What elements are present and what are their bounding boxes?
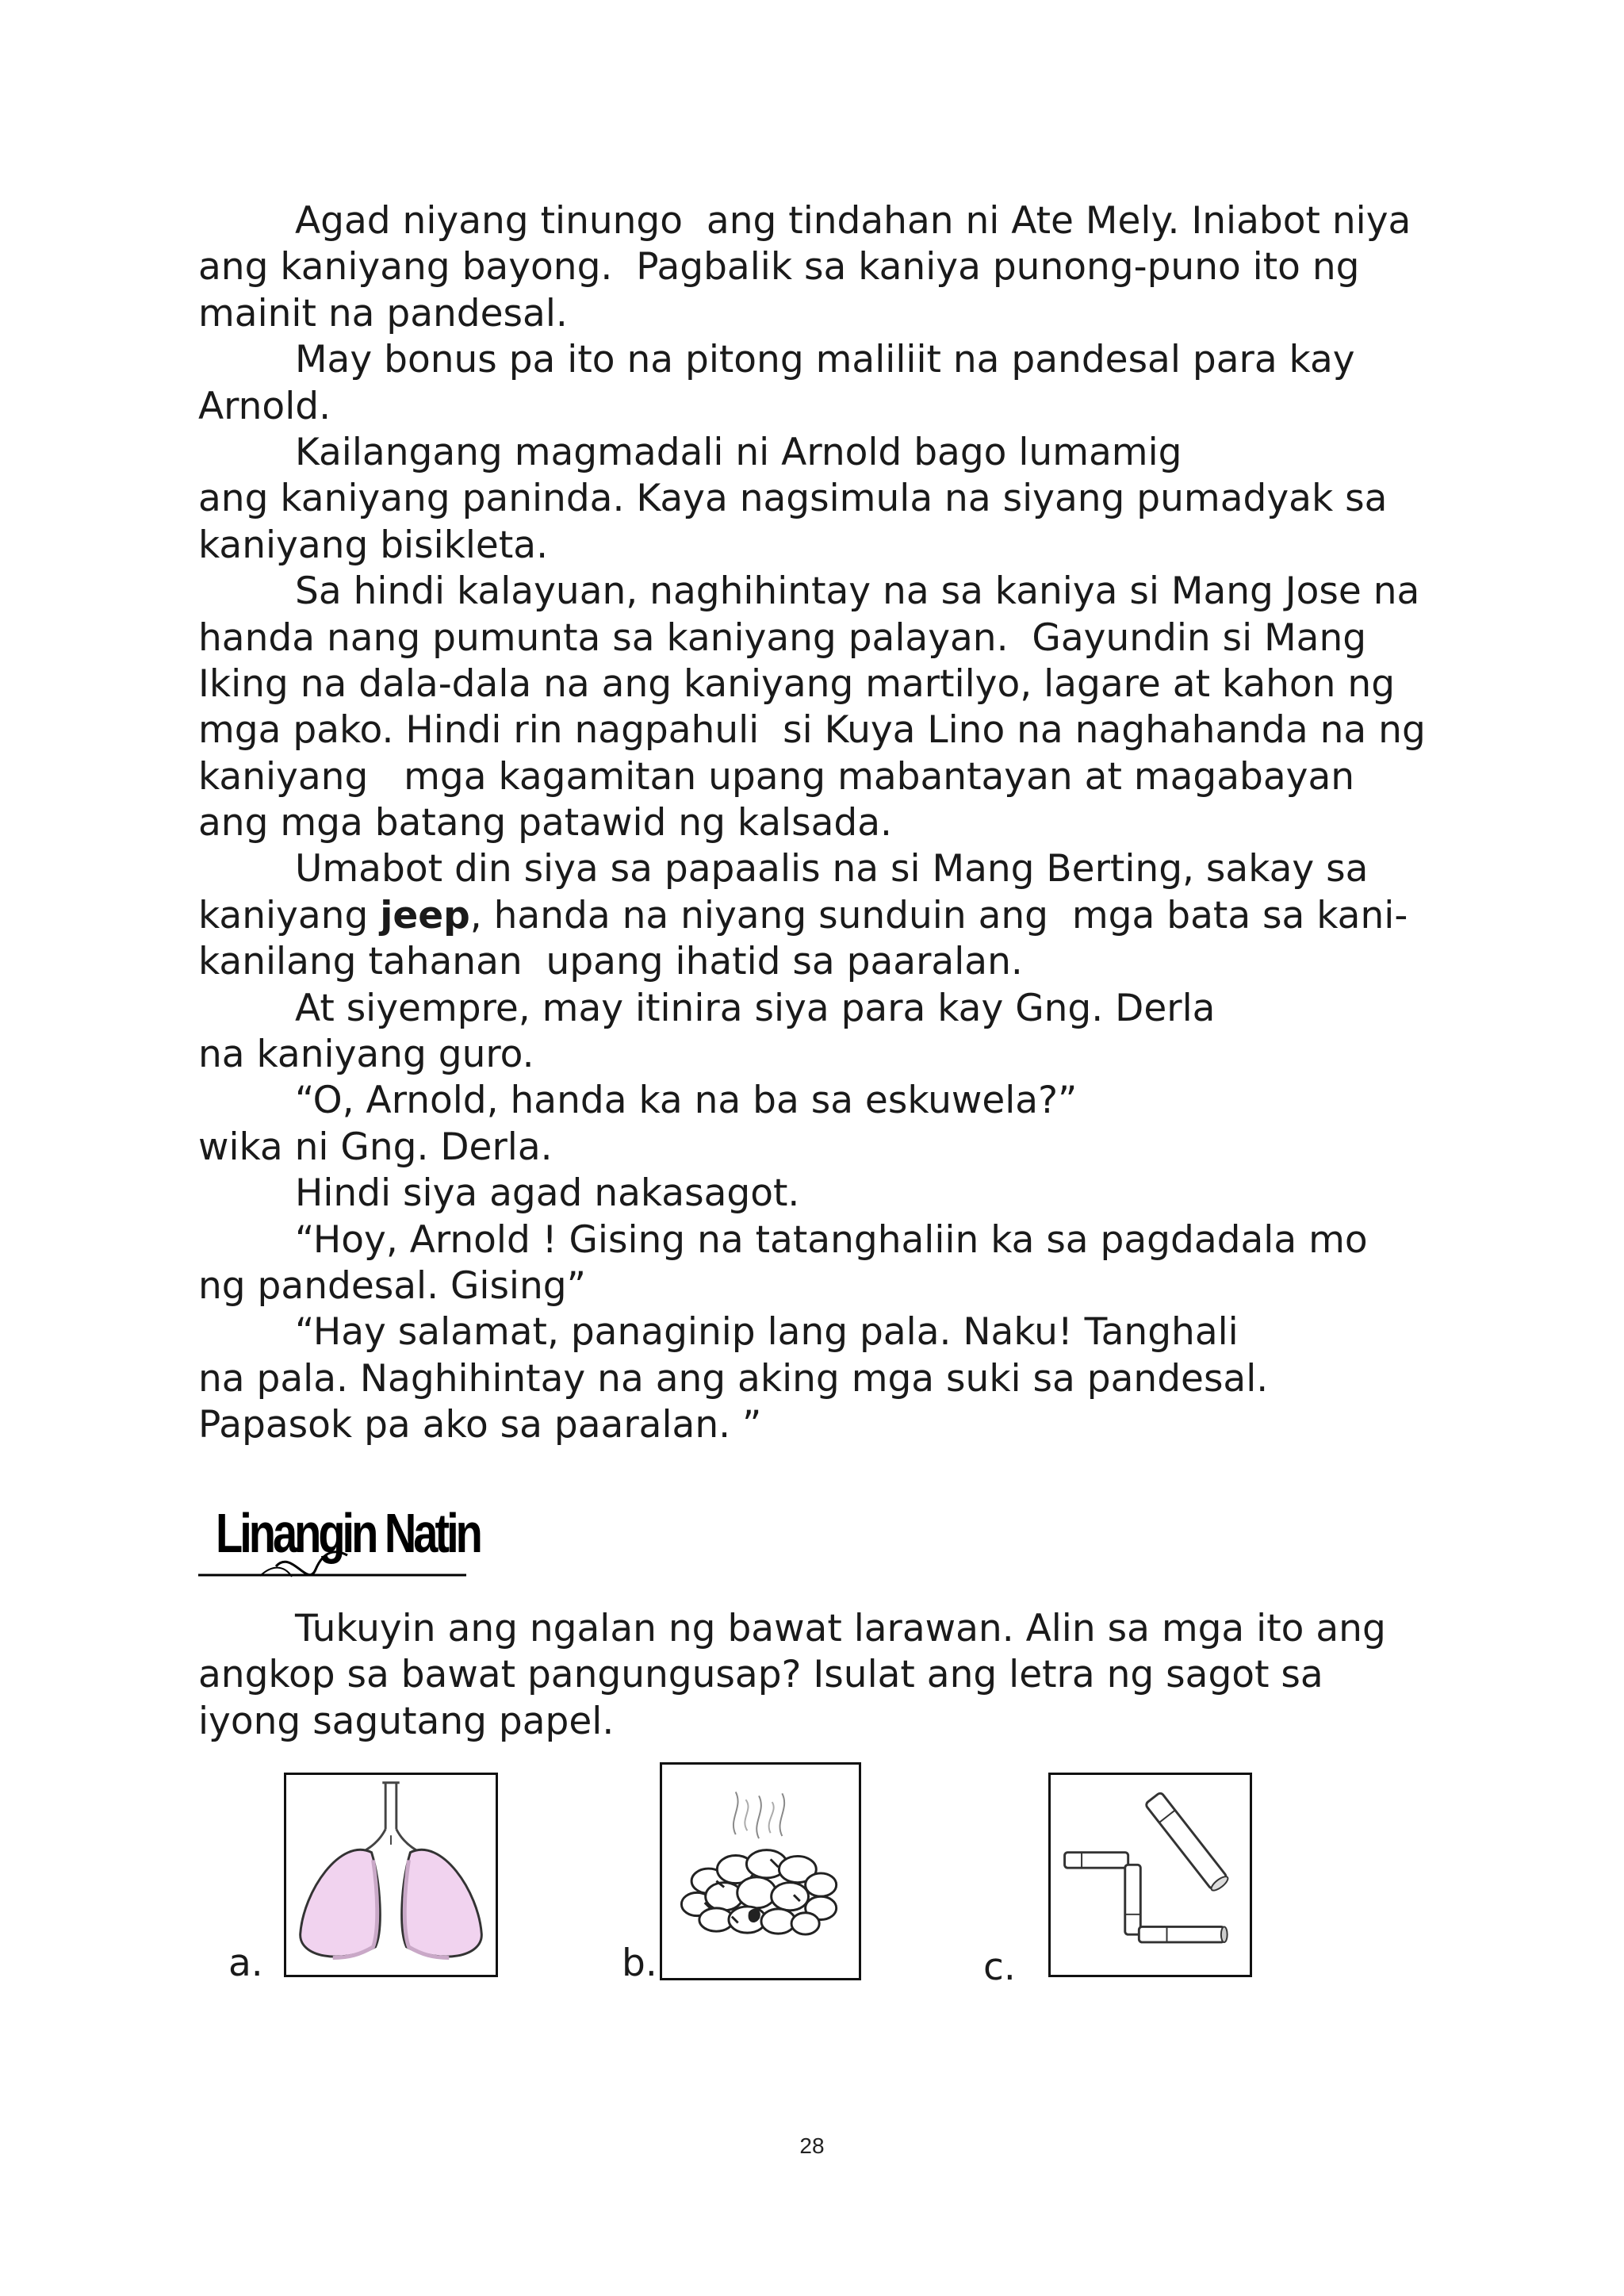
story-line: ang kaniyang paninda. Kaya nagsimula na siyang pumadyak sa bbox=[198, 477, 1388, 521]
smoking-garbage-icon bbox=[662, 1765, 859, 1978]
story-line: “O, Arnold, handa ka na ba sa eskuwela?” bbox=[295, 1079, 1078, 1123]
choice-letter-a: a. bbox=[228, 1941, 263, 1985]
story-line: “Hoy, Arnold ! Gising na tatanghaliin ka sa pagdadala mo bbox=[295, 1217, 1368, 1262]
lungs-icon bbox=[286, 1775, 496, 1975]
story-line: handa nang pumunta sa kaniyang palayan. Gayundin si Mang bbox=[198, 615, 1367, 660]
story-line: Agad niyang tinungo ang tindahan ni Ate Mely. Iniabot niya bbox=[295, 199, 1411, 243]
instruction-line: Tukuyin ang ngalan ng bawat larawan. Alin sa mga ito ang bbox=[295, 1607, 1386, 1650]
story-line: ng pandesal. Gising” bbox=[198, 1263, 586, 1308]
story-line: Hindi siya agad nakasagot. bbox=[295, 1171, 800, 1216]
story-line: Arnold. bbox=[198, 384, 331, 428]
story-line: Iking na dala-dala na ang kaniyang martilyo, lagare at kahon ng bbox=[198, 661, 1396, 706]
choice-picture-a[interactable] bbox=[284, 1773, 498, 1977]
story-line-jeep-after: , handa na niyang sunduin ang mga bata sa kani- bbox=[469, 893, 1408, 937]
story-line: May bonus pa ito na pitong maliliit na pandesal para kay bbox=[295, 338, 1355, 382]
story-line: kanilang tahanan upang ihatid sa paaralan. bbox=[198, 940, 1023, 984]
instruction-line: iyong sagutang papel. bbox=[198, 1699, 615, 1743]
instructions bbox=[198, 1606, 1435, 1745]
choice-picture-c[interactable] bbox=[1048, 1773, 1252, 1977]
section-heading-text: Linangin Natin bbox=[216, 1502, 480, 1564]
story-line: kaniyang mga kagamitan upang mabantayan at magabayan bbox=[198, 754, 1355, 799]
story-line: Sa hindi kalayuan, naghihintay na sa kaniya si Mang Jose na bbox=[295, 569, 1420, 614]
jeep-bold-word: jeep bbox=[380, 893, 470, 937]
page-number: 28 bbox=[799, 2133, 825, 2158]
cigarette-butts-icon bbox=[1051, 1775, 1250, 1975]
choice-letter-b: b. bbox=[622, 1941, 657, 1985]
choice-letter-c: c. bbox=[983, 1945, 1016, 1989]
section-heading bbox=[197, 1501, 480, 1589]
story-line: na kaniyang guro. bbox=[198, 1033, 534, 1077]
story-line: mainit na pandesal. bbox=[198, 291, 568, 335]
choice-picture-b[interactable] bbox=[660, 1762, 861, 1980]
story-line-jeep bbox=[198, 893, 1435, 939]
story-line: “Hay salamat, panaginip lang pala. Naku! Tanghali bbox=[295, 1310, 1239, 1355]
story-line: mga pako. Hindi rin nagpahuli si Kuya Lino na naghahanda na ng bbox=[198, 708, 1426, 753]
story-line: Kailangang magmadali ni Arnold bago lumamig bbox=[295, 430, 1182, 474]
story-line: na pala. Naghihintay na ang aking mga suki sa pandesal. bbox=[198, 1356, 1269, 1401]
story-line: At siyempre, may itinira siya para kay Gng. Derla bbox=[295, 986, 1216, 1030]
story-line: Papasok pa ako sa paaralan. ” bbox=[198, 1403, 762, 1447]
story-line: kaniyang bisikleta. bbox=[198, 523, 549, 567]
story-line: wika ni Gng. Derla. bbox=[198, 1125, 553, 1169]
story-line-jeep-before: kaniyang bbox=[198, 893, 381, 937]
story-line: ang mga batang patawid ng kalsada. bbox=[198, 801, 892, 845]
story-line: ang kaniyang bayong. Pagbalik sa kaniya punong-puno ito ng bbox=[198, 245, 1360, 289]
story-text bbox=[198, 198, 1435, 1449]
story-line: Umabot din siya sa papaalis na si Mang Berting, sakay sa bbox=[295, 847, 1369, 891]
instruction-line: angkop sa bawat pangungusap? Isulat ang letra ng sagot sa bbox=[198, 1653, 1323, 1697]
